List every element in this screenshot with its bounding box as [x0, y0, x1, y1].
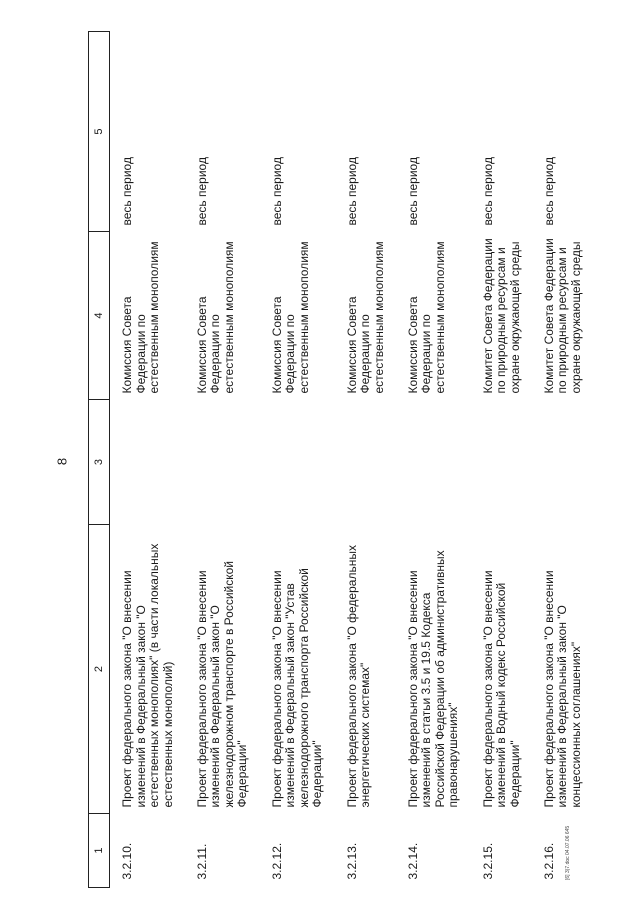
table-row — [396, 32, 471, 888]
row-title: Проект федерального закона "О внесении изменений в Федеральный закон "О концессионных соглашениях" — [541, 570, 583, 808]
row-title: Проект федерального закона "О внесении изменений в Водный кодекс Российской Федерации" — [480, 570, 522, 808]
row-title: Проект федерального закона "О внесении изменений в Федеральный закон "О железнодорожном транспорте в Российской Федерации" — [194, 560, 249, 808]
table-row — [471, 32, 532, 888]
row-number: 3.2.12. — [269, 842, 284, 880]
page-number: 8 — [54, 457, 70, 466]
row-col3 — [396, 400, 471, 525]
row-period: весь период — [344, 157, 359, 226]
row-responsible: Комиссия Совета Федерации по естественным монополиям — [405, 241, 447, 394]
row-period: весь период — [405, 157, 420, 226]
row-number: 3.2.11. — [194, 843, 209, 880]
row-period: весь период — [194, 157, 209, 226]
row-responsible: Комитет Совета Федерации по природным ресурсам и охране окружающей среды — [480, 238, 522, 394]
header-col-2: 2 — [89, 525, 110, 814]
row-title: Проект федерального закона "О внесении изменений в Федеральный закон "Устав железнодорожного транспорта Российской Федерации" — [269, 568, 324, 808]
row-number: 3.2.14. — [405, 842, 420, 880]
header-col-5: 5 — [89, 32, 110, 232]
table-row — [335, 32, 396, 888]
table-row — [532, 32, 593, 888]
row-number: 3.2.10. — [120, 842, 134, 880]
row-responsible: Комиссия Совета Федерации по естественным монополиям — [269, 241, 311, 394]
header-col-4: 4 — [89, 232, 110, 400]
header-col-1: 1 — [89, 814, 110, 888]
table-row — [185, 32, 260, 888]
row-col3 — [185, 400, 260, 525]
row-number: 3.2.13. — [344, 842, 359, 880]
row-period: весь период — [269, 157, 284, 226]
row-period: весь период — [480, 157, 495, 226]
plan-table — [88, 31, 593, 888]
row-col3 — [110, 400, 185, 525]
row-title: Проект федерального закона "О внесении изменений в статьи 3.5 и 19.5 Кодекса Российской Федерации об административных правонарушениях" — [405, 550, 460, 808]
row-title: Проект федерального закона "О внесении изменений в Федеральный закон "О естественных монополиях" (в части локальных естественных монополий) — [120, 543, 175, 808]
table-row — [260, 32, 335, 888]
row-col3 — [532, 400, 593, 525]
row-period: весь период — [120, 157, 134, 226]
table-row — [110, 32, 185, 888]
row-number: 3.2.15. — [480, 842, 495, 880]
row-responsible: Комиссия Совета Федерации по естественным монополиям — [344, 241, 386, 394]
row-responsible: Комитет Совета Федерации по природным ресурсам и охране окружающей среды — [541, 238, 583, 394]
row-col3 — [471, 400, 532, 525]
row-responsible: Комиссия Совета Федерации по естественным монополиям — [194, 241, 236, 394]
row-number: 3.2.16. — [541, 842, 556, 880]
row-title: Проект федерального закона "О федеральных энергетических системах" — [344, 545, 372, 808]
footer-document-code: [6] 3)7.doc 04.07.06 645 — [565, 825, 571, 880]
row-col3 — [260, 400, 335, 525]
row-col3 — [335, 400, 396, 525]
row-period: весь период — [541, 157, 556, 226]
header-col-3: 3 — [89, 400, 110, 525]
header-row — [89, 32, 110, 888]
row-responsible: Комиссия Совета Федерации по естественным монополиям — [120, 241, 161, 394]
